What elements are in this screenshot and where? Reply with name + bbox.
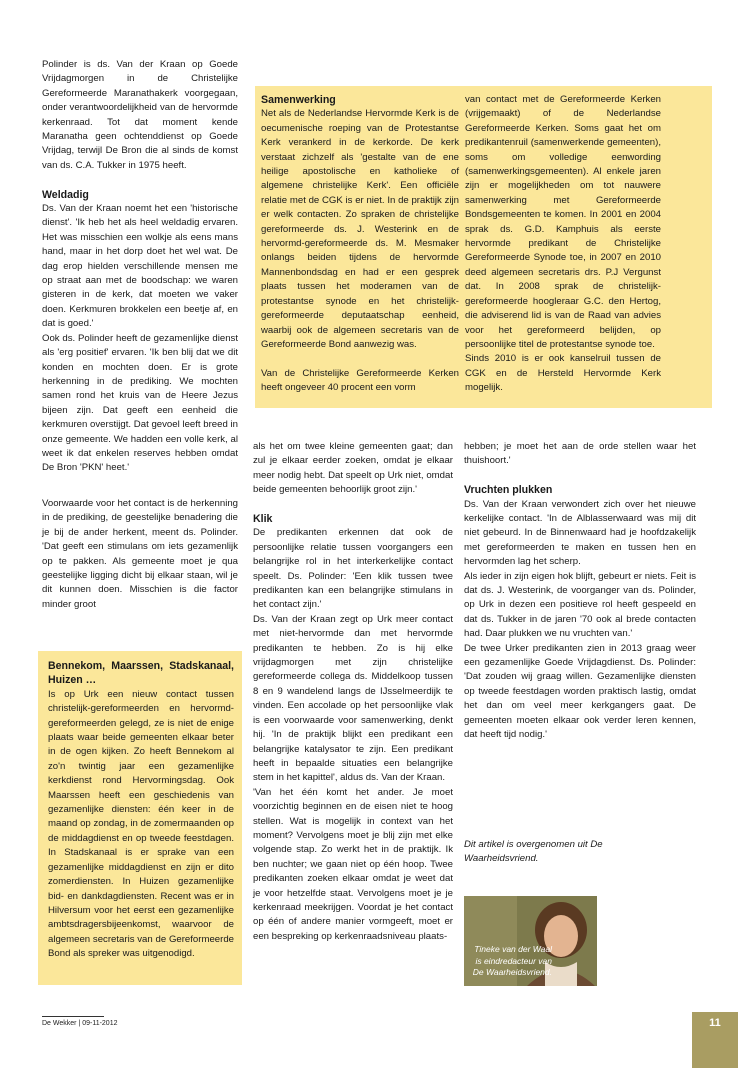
- footer-rule: [42, 1016, 104, 1017]
- body-paragraph: Voorwaarde voor het contact is de herkenning in de prediking, de geestelijke benadering die je bij de ander herkent, meent ds. Polinder. 'Dat geeft een stimulans om iets gezamenlijk op te pakken. Als gemeente moet je qua geestelijke ligging dicht bij elkaar staan, wil je dit kunnen doen. Misschien is die factor minder groot: [42, 498, 238, 610]
- column-right: [464, 440, 696, 743]
- footer-source: De Wekker | 09-11-2012: [42, 1020, 118, 1027]
- body-paragraph: Ook ds. Polinder heeft de gezamenlijke dienst als 'erg positief' ervaren. 'Ik ben blij dat we dit konden en mochten doen. Er is grote herkenning in de prediking. We mochten samen rond het kruis van de Heere Jezus bijeen zijn. Dat geeft een eenheid die kerkmuren overstijgt. Dat gevoel leeft breed in onze gemeente. We hadden een volle kerk, al weet ik dat enkelen reserves hebben omdat De Bron 'PKN' heet.': [42, 332, 238, 474]
- box-text: Van de Christelijke Gereformeerde Kerken heeft ongeveer 40 procent een vorm: [261, 367, 459, 394]
- body-paragraph: Als ieder in zijn eigen hok blijft, gebeurt er niets. Feit is dat ds. J. Westerink, de voorganger van ds. Polinder, op Urk in dezen een positieve rol heeft gespeeld en dat ds. Tukker in de jaren '70 ook al brede contacten had. Daar plukken we nu vruchten van.': [464, 570, 696, 640]
- box-title: Samenwerking: [261, 94, 336, 106]
- box-title: Bennekom, Maarssen, Stadskanaal, Huizen …: [48, 660, 234, 687]
- box-text: van contact met de Gereformeerde Kerken (vrijgemaakt) of de Nederlandse Gereformeerde Kerken. Soms gaat het om predikantenruil (samenwerkende gemeenten), soms om volledige eenwording (samenwerkingsgemeenten). Al enkele jaren zijn er mogelijkheden om tot nauwere samenwerking met Gereformeerde Bondsgemeenten te komen. In 2001 en 2004 sprak ds. G.D. Kamphuis als eerste hervormde predikant de Christelijke Gereformeerde Synode toe, in 2007 en 2010 deed algemeen secretaris drs. P.J Vergunst dat. In 2008 sprak de christelijk-gereformeerde hoogleraar G.C. den Hertog, die adviserend lid is van de Raad van advies voor het gereformeerd belijden, op persoonlijke titel de protestantse synode toe.: [465, 94, 661, 350]
- photo-caption: Tineke van der Waal is eindredacteur van De Waarheidsvriend.: [472, 944, 552, 977]
- body-paragraph: als het om twee kleine gemeenten gaat; dan zul je elkaar eerder zoeken, omdat je elkaar meer nodig hebt. Dat speelt op Urk niet, omdat beide gemeenten behoorlijk groot zijn.': [253, 441, 453, 496]
- subheading-weldadig: Weldadig: [42, 188, 89, 201]
- box-text: Net als de Nederlandse Hervormde Kerk is de oecumenische roeping van de Protestantse Kerk verankerd in de kerkorde. De kerk verstaat zichzelf als 'gestalte van de ene heilige apostolische en katholieke of algemene christelijke Kerk'. Een officiële relatie met de CGK is er niet. In de praktijk zijn er welk contacten. Zo spraken de christelijke gereformeerde ds. J. Westerink en de hervormd-gereformeerde ds. M. Mesmaker onlangs beiden tijdens de hervormde Mannenbondsdag en had er een gesprek plaats tussen het moderamen van de protestantse synode en het christelijk-gereformeerde deputaatschap eenheid, waarbij ook de algemeen secretaris van de Gereformeerde Bond aanwezig was.: [261, 108, 459, 350]
- sidebar-box-bennekom: [38, 651, 242, 985]
- column-left-lower: [42, 497, 238, 612]
- subheading-vruchten: Vruchten plukken: [464, 484, 553, 497]
- article-credit: Dit artikel is overgenomen uit De Waarheidsvriend.: [464, 839, 603, 865]
- page-number: 11: [692, 1012, 738, 1068]
- author-photo: [464, 896, 597, 986]
- column-left: [42, 58, 238, 476]
- body-paragraph: Ds. Van der Kraan noemt het een 'historische dienst'. 'Ik heb het als heel weldadig ervaren. Het was misschien een wolkje als eens mans hand, maar in het dorp doet het wel wat. De dag erop hielden verschillende mensen me op straat aan met de boodschap: we waren gisteren in de kerk, dat moeten we vaker doen. Kerkmuren brokkelen een beetje af, en dat is goed.': [42, 203, 238, 330]
- box-text: Sinds 2010 is er ook kanselruil tussen de CGK en de Hersteld Hervormde Kerk mogelijk.: [465, 353, 661, 394]
- body-paragraph: Ds. Van der Kraan verwondert zich over het nieuwe kerkelijke contact. 'In de Alblasserwaard was mij dit niet gebeurd. In de Binnenwaard had je hoofdzakelijk met gereformeerden te maken en tussen hen en hervormden lag het scherp.: [464, 498, 696, 568]
- box-column-2: [465, 93, 661, 396]
- body-paragraph: De twee Urker predikanten zien in 2013 graag weer een gezamenlijke Goede Vrijdagdienst. Ds. Polinder: 'Dat zouden wij graag willen. Gezamenlijke diensten op tweede feestdagen worden praktisch lastig, omdat het dan om veel meer kerkgangers gaat. De gemeenten moeten elkaar ook verder leren kennen, dat heeft tijd nodig.': [464, 642, 696, 741]
- subheading-klik: Klik: [253, 513, 273, 526]
- body-paragraph: 'Van het één komt het ander. Je moet voorzichtig beginnen en de eisen niet te hoog stellen. Wat is mogelijk in context van het moment? Vervolgens moet je blij zijn met elke volgende stap. Zo werkt het in de praktijk. Ik ben nuchter; we gaan niet op één hoop. Twee predikanten zoeken elkaar omdat je weet dat je voor hetzelfde staat. Vervolgens moet je je kerkenraad meekrijgen. Voordat je het contact op één of andere manier vormgeeft, moet er een bespreking op kerkenraadsniveau plaats-: [253, 786, 453, 942]
- body-paragraph: hebben; je moet het aan de orde stellen waar het thuishoort.': [464, 441, 696, 467]
- body-paragraph: De predikanten erkennen dat ook de persoonlijke relatie tussen voorgangers een belangrijke rol in het interkerkelijke contact speelt. Ds. Polinder: 'Een klik tussen twee predikanten kan een belangrijke stimulans in het contact zijn.': [253, 527, 453, 611]
- sidebar-box-samenwerking: [255, 86, 712, 408]
- body-paragraph: Ds. Van der Kraan zegt op Urk meer contact met niet-hervormde dan met hervormde predikanten te hebben. Zo is hij elke vrijdagmorgen met zijn christelijke gereformeerde collega ds. Middelkoop tussen 8 en 9 wandelend langs de IJsselmeerdijk te vinden. Een accolade op het persoonlijke vlak is een voorwaarde voor samenwerking, denkt hij. 'In de praktijk blijkt een predikant een belangrijke katalysator te zijn. Een predikant heeft in bepaalde situaties een belangrijke stem in het kapittel', aldus ds. Van der Kraan.: [253, 613, 453, 784]
- body-paragraph: Polinder is ds. Van der Kraan op Goede Vrijdagmorgen in de Christelijke Gereformeerde Maranathakerk voorgegaan, onder verantwoordelijkheid van de hervormde kerkenraad. Tot dat moment kende Maranatha geen ochtenddienst op Goede Vrijdag, terwijl De Bron die al sinds de komst van ds. C.A. Tukker in 1975 heeft.: [42, 59, 238, 171]
- box-column-1: [261, 93, 459, 396]
- column-middle: [253, 440, 453, 944]
- box-text: Is op Urk een nieuw contact tussen christelijk-gereformeerden en hervormd-gereformeerden gelegd, ze is niet de enige plaats waar beide gemeenten elkaar beter in de ogen kijken. Zo heeft Bennekom al zo'n twintig jaar een gezamenlijke kerkdienst rond Hervormingsdag. Ook Maarssen heeft een geschiedenis van gezamenlijke diensten: één keer in de maand op zondag, in de zomermaanden op de middagdienst en op tweede feestdagen. In Stadskanaal is er sprake van een gezamenlijke middagdienst en zijn er dito zomerdiensten. In Huizen gezamenlijke bid- en dankdagdiensten. Recent was er in Hilversum voor het eerst een gezamenlijke ambtsdragersbijeenkomst, waarvoor de algemeen secretaris van de Gereformeerde Bond als spreker was uitgenodigd.: [48, 688, 234, 960]
